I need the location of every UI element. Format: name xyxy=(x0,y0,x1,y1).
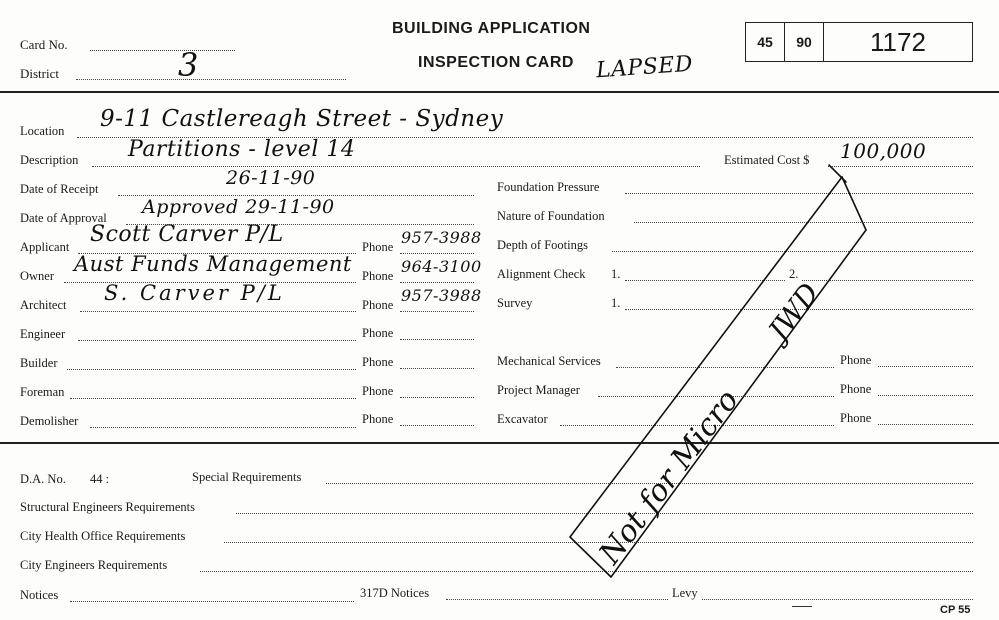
district-label: District xyxy=(20,66,59,81)
number-box-1: 45 xyxy=(745,22,785,62)
excavator-phone-label: Phone xyxy=(840,411,872,425)
title-line-2: INSPECTION CARD xyxy=(418,54,574,71)
builder-label: Builder xyxy=(20,356,58,370)
foundation-pressure-label: Foundation Pressure xyxy=(497,180,600,194)
number-box-2: 90 xyxy=(784,22,824,62)
demolisher-label: Demolisher xyxy=(20,414,79,428)
estimated-cost-value: 100,000 xyxy=(840,139,927,163)
date-of-approval-label: Date of Approval xyxy=(20,211,107,225)
location-value: 9-11 Castlereagh Street - Sydney xyxy=(100,106,504,132)
city-engineers-label: City Engineers Requirements xyxy=(20,558,168,572)
applicant-phone-value: 957-3988 xyxy=(401,228,482,247)
engineer-label: Engineer xyxy=(20,327,66,341)
architect-phone-label: Phone xyxy=(362,298,394,312)
cp-code: CP 55 xyxy=(940,604,971,616)
applicant-value: Scott Carver P/L xyxy=(90,222,284,247)
structural-requirements-label: Structural Engineers Requirements xyxy=(20,500,195,514)
district-value: 3 xyxy=(178,46,199,84)
demolisher-phone-label: Phone xyxy=(362,412,394,426)
foreman-label: Foreman xyxy=(20,385,65,399)
notices-label: Notices xyxy=(20,588,59,602)
notices-317d-label: 317D Notices xyxy=(360,586,430,600)
number-box-3: 1172 xyxy=(823,22,973,62)
alignment-check-2: 2. xyxy=(789,267,799,281)
special-requirements-label: Special Requirements xyxy=(192,470,302,484)
project-manager-phone-label: Phone xyxy=(840,382,872,396)
nature-of-foundation-label: Nature of Foundation xyxy=(497,209,605,223)
engineer-phone-label: Phone xyxy=(362,326,394,340)
architect-phone-value: 957-3988 xyxy=(401,286,482,305)
owner-label: Owner xyxy=(20,269,55,283)
da-no-value: 44 : xyxy=(90,472,110,486)
owner-phone-label: Phone xyxy=(362,269,394,283)
architect-value: S. Carver P/L xyxy=(104,281,285,305)
owner-phone-value: 964-3100 xyxy=(401,257,482,276)
depth-of-footings-label: Depth of Footings xyxy=(497,238,588,252)
applicant-phone-label: Phone xyxy=(362,240,394,254)
survey-label: Survey xyxy=(497,296,533,310)
da-no-label: D.A. No. xyxy=(20,472,66,486)
excavator-label: Excavator xyxy=(497,412,548,426)
description-value: Partitions - level 14 xyxy=(128,137,356,162)
date-of-receipt-value: 26-11-90 xyxy=(226,167,316,189)
foreman-phone-label: Phone xyxy=(362,384,394,398)
not-for-micro-text: Not for Micro xyxy=(592,383,746,571)
architect-label: Architect xyxy=(20,298,67,312)
estimated-cost-label: Estimated Cost $ xyxy=(724,153,810,167)
mechanical-services-label: Mechanical Services xyxy=(497,354,601,368)
description-label: Description xyxy=(20,153,79,167)
mechanical-services-phone-label: Phone xyxy=(840,353,872,367)
date-of-approval-value: Approved 29-11-90 xyxy=(142,196,335,218)
health-requirements-label: City Health Office Requirements xyxy=(20,529,186,543)
applicant-label: Applicant xyxy=(20,240,70,254)
alignment-check-1: 1. xyxy=(611,267,621,281)
owner-value: Aust Funds Management xyxy=(74,252,352,276)
levy-label: Levy xyxy=(672,586,698,600)
survey-1: 1. xyxy=(611,296,621,310)
lapsed-stamp: LAPSED xyxy=(595,51,694,84)
location-label: Location xyxy=(20,124,65,138)
project-manager-label: Project Manager xyxy=(497,383,580,397)
date-of-receipt-label: Date of Receipt xyxy=(20,182,99,196)
title-line-1: BUILDING APPLICATION xyxy=(392,20,591,37)
stamp-initials: JWD xyxy=(761,276,826,347)
alignment-check-label: Alignment Check xyxy=(497,267,586,281)
card-no-label: Card No. xyxy=(20,37,68,52)
builder-phone-label: Phone xyxy=(362,355,394,369)
